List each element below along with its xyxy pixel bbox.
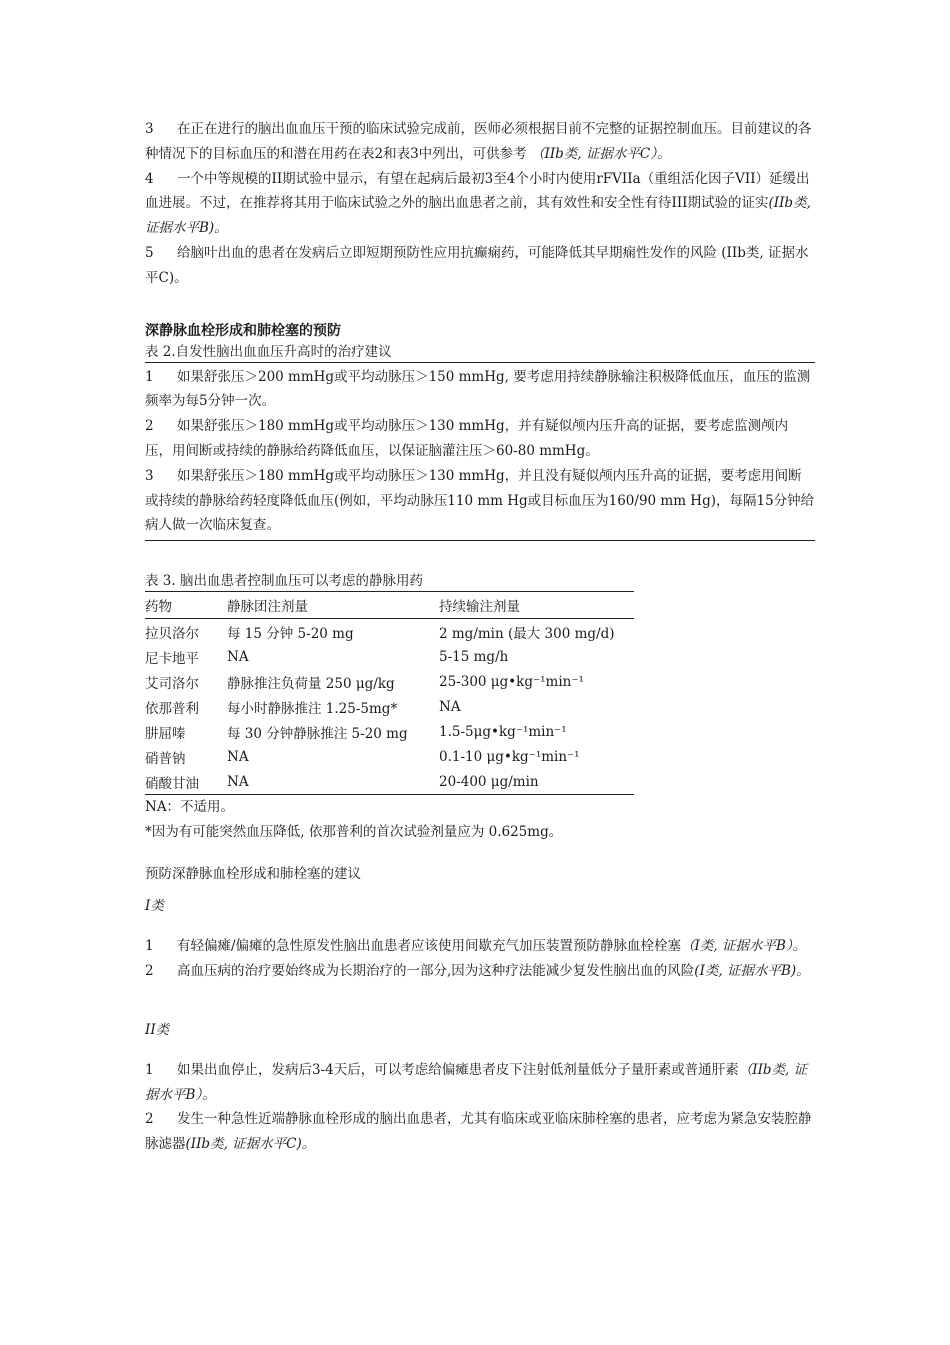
list-item: 1 有轻偏瘫/偏瘫的急性原发性脑出血患者应该使用间歇充气加压装置预防静脉血栓栓塞（I类, 证据水平B）。 [145, 938, 807, 955]
section-heading: 深静脉血栓形成和肺栓塞的预防 [145, 322, 341, 339]
table-row: 尼卡地平 NA 5-15 mg/h [145, 648, 509, 667]
table-row: 2 如果舒张压＞180 mmHg或平均动脉压＞130 mmHg，并有疑似颅内压升高的证据，要考虑监测颅内压，用间断或持续的静脉给药降低血压，以保证脑灌注压＞60-80 mmHg。 [145, 418, 789, 459]
table-row: 肼屈嗪 每 30 分钟静脉推注 5-20 mg 1.5-5μg•kg⁻¹min⁻¹ [145, 723, 567, 742]
column-header: 静脉团注剂量 [227, 592, 439, 619]
class1-list [145, 934, 815, 984]
evidence-level: （IIb类, 证据水平C）。 [530, 145, 671, 162]
table2 [145, 363, 815, 542]
evidence-level: (IIb类, 证据水平C)。 [185, 1136, 316, 1153]
table-row: 硝普钠 NA 0.1-10 μg•kg⁻¹min⁻¹ [145, 748, 580, 767]
evidence-level: (IIb类, 证据水平B)。 [145, 195, 811, 237]
evidence-level: (I类, 证据水平B)。 [694, 962, 810, 979]
document-page [145, 117, 815, 1157]
intro-list [145, 117, 815, 291]
table-header-row [145, 592, 634, 619]
evidence-level: （IIb类, 证据水平B）。 [145, 1061, 808, 1103]
table3-notes [145, 795, 815, 845]
prevention-title: 预防深静脉血栓形成和肺栓塞的建议 [145, 866, 361, 883]
table-row: 1 如果舒张压＞200 mmHg或平均动脉压＞150 mmHg, 要考虑用持续静脉输注积极降低血压，血压的监测频率为每5分钟一次。 [145, 368, 811, 410]
evidence-level: （I类, 证据水平B）。 [681, 938, 807, 955]
table-row: 3 如果舒张压＞180 mmHg或平均动脉压＞130 mmHg，并且没有疑似颅内压升高的证据，要考虑用间断或持续的静脉给药轻度降低血压(例如，平均动脉压110 mm Hg或目标血压为160/90 mm Hg)，每隔15分钟给病人做一次临床复查。 [145, 467, 815, 534]
column-header: 药物 [145, 592, 227, 619]
table-row: 艾司洛尔 静脉推注负荷量 250 μg/kg 25-300 μg•kg⁻¹min⁻¹ [145, 673, 584, 692]
list-item: 1 如果出血停止，发病后3-4天后，可以考虑给偏瘫患者皮下注射低剂量低分子量肝素或普通肝素（IIb类, 证据水平B）。 [145, 1061, 808, 1103]
class-label: I类 [145, 898, 164, 915]
table-row: 依那普利 每小时静脉推注 1.25-5mg* NA [145, 698, 461, 717]
table-note: *因为有可能突然血压降低, 依那普利的首次试验剂量应为 0.625mg。 [145, 824, 563, 841]
table-row: 拉贝洛尔 每 15 分钟 5-20 mg 2 mg/min (最大 300 mg/d) [145, 625, 615, 642]
class-label: II类 [145, 1021, 170, 1038]
list-item: 5 给脑叶出血的患者在发病后立即短期预防性应用抗癫痫药，可能降低其早期痫性发作的风险 (IIb类, 证据水平C)。 [145, 244, 809, 286]
list-item: 2 高血压病的治疗要始终成为长期治疗的一部分,因为这种疗法能减少复发性脑出血的风险(I类, 证据水平B)。 [145, 962, 810, 979]
column-header: 持续输注剂量 [439, 592, 634, 619]
list-item: 3 在正在进行的脑出血血压干预的临床试验完成前，医师必须根据目前不完整的证据控制血压。目前建议的各种情况下的目标血压的和潜在用药在表2和表3中列出，可供参考 （IIb类, 证据水平C）。 [145, 121, 812, 162]
list-item: 4 一个中等规模的II期试验中显示，有望在起病后最初3至4个小时内使用rFVIIa（重组活化因子VII）延缓出血进展。不过，在推荐将其用于临床试验之外的脑出血患者之前，其有效性和安全性有待III期试验的证实(IIb类, 证据水平B)。 [145, 170, 811, 237]
table3 [145, 591, 634, 795]
class2-list [145, 1058, 815, 1157]
table2-caption: 表 2.自发性脑出血血压升高时的治疗建议 [145, 343, 392, 360]
table3-caption: 表 3. 脑出血患者控制血压可以考虑的静脉用药 [145, 573, 423, 590]
table-note: NA：不适用。 [145, 799, 235, 816]
table-row: 硝酸甘油 NA 20-400 μg/min [145, 769, 634, 795]
list-item: 2 发生一种急性近端静脉血栓形成的脑出血患者，尤其有临床或亚临床肺栓塞的患者，应考虑为紧急安装腔静脉滤器(IIb类, 证据水平C)。 [145, 1111, 812, 1153]
